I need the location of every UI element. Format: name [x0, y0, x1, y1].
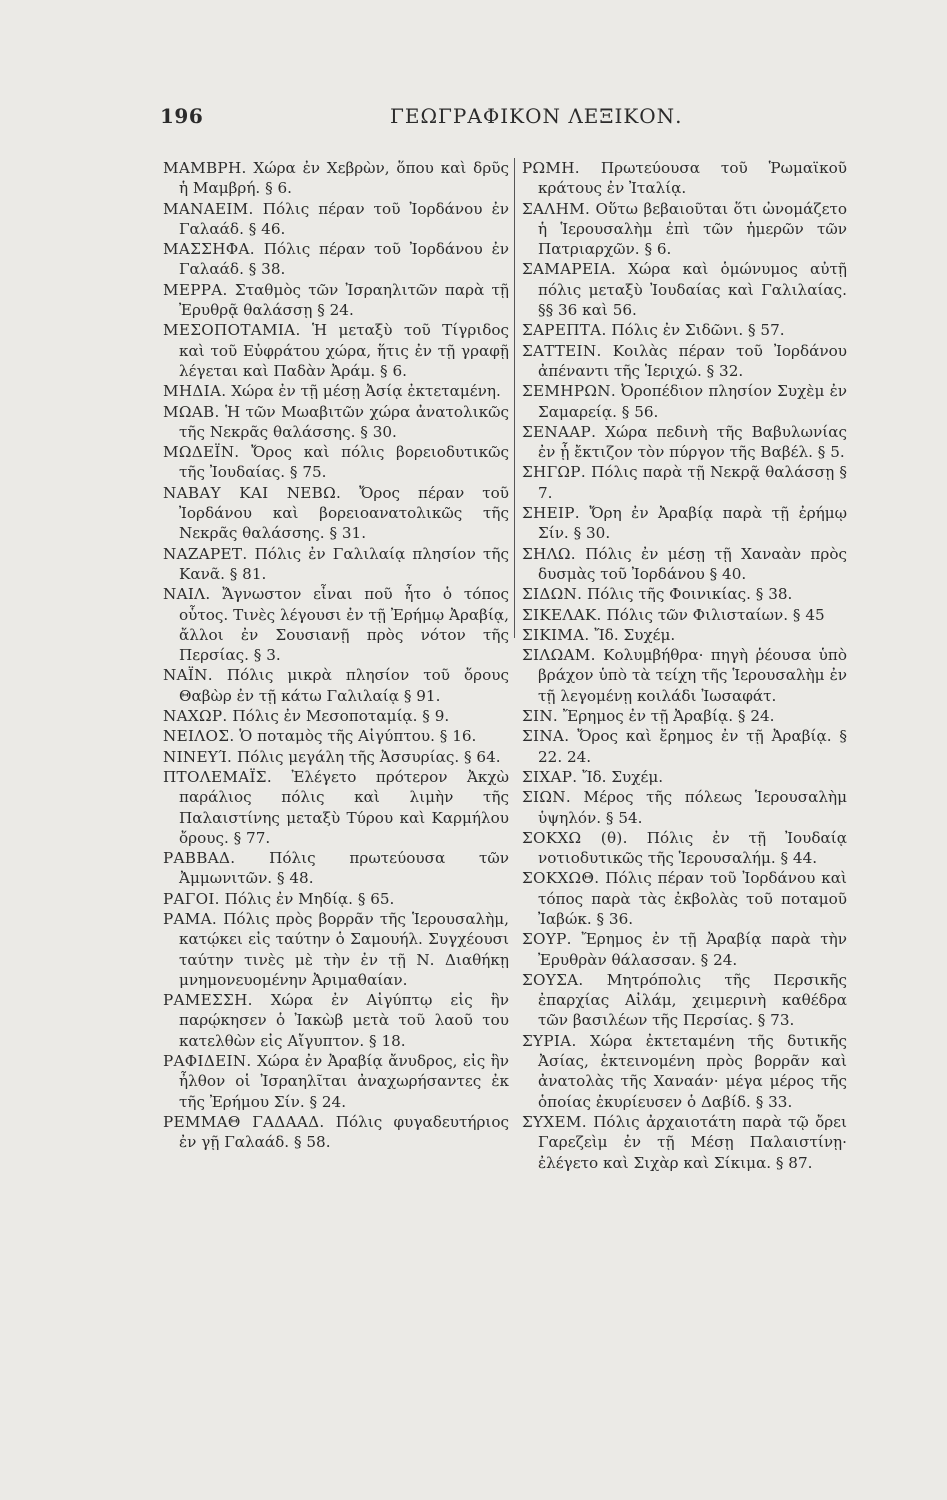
dictionary-entry [522, 929, 847, 970]
entry-definition: Πόλις πέραν τοῦ Ἰορδάνου ἐν Γαλαάδ. § 46. [179, 199, 509, 238]
dictionary-entry [522, 706, 847, 726]
entry-definition: Πρωτεύουσα τοῦ Ῥωμαϊκοῦ κράτους ἐν Ἰταλίᾳ. [538, 159, 848, 198]
entry-headword: ΜΕΣΟΠΟΤΑΜΙΑ. [163, 321, 301, 340]
entry-definition: Οὕτω βεβαιοῦται ὅτι ὠνομάζετο ἡ Ἱερουσαλὴμ ἐπὶ τῶν ἡμερῶν τῶν Πατριαρχῶν. § 6. [538, 199, 847, 259]
entry-definition: Ὄρος καὶ ἔρημος ἐν τῇ Ἀραβίᾳ. § 22. 24. [538, 727, 847, 766]
entry-headword: ΝΙΝΕΥΊ. [163, 747, 233, 766]
entry-headword: ΜΑΣΣΗΦΑ. [163, 240, 255, 259]
entry-headword: ΡΑΜΕΣΣΗ. [163, 991, 253, 1010]
entry-definition: Μέρος τῆς πόλεως Ἱερουσαλὴμ ὑψηλόν. § 54. [538, 788, 847, 827]
dictionary-entry [522, 158, 847, 199]
entry-headword: ΣΕΝΑΑΡ. [522, 422, 597, 441]
dictionary-entry [163, 280, 509, 321]
dictionary-entry [163, 199, 509, 240]
entry-headword: ΜΗΔΙΑ. [163, 382, 227, 401]
entry-definition: Ὄρος πέραν τοῦ Ἰορδάνου καὶ βορειοανατολικῶς τῆς Νεκρᾶς θαλάσσης. § 31. [179, 483, 510, 543]
entry-headword: ΣΗΓΩΡ. [522, 463, 586, 482]
entry-definition: Πόλις ἐν Μηδίᾳ. § 65. [224, 889, 395, 908]
entry-definition: Ἡ τῶν Μωαβιτῶν χώρα ἀνατολικῶς τῆς Νεκρᾶς θαλάσσης. § 30. [179, 402, 509, 441]
entry-headword: ΣΗΛΩ. [522, 544, 576, 563]
dictionary-entry [522, 828, 847, 869]
entry-definition: Ἴδ. Συχέμ. [594, 625, 676, 644]
entry-headword: ΜΩΔΕΪΝ. [163, 443, 240, 462]
entry-definition: Ἐλέγετο πρότερον Ἀκχὼ παράλιος πόλις καὶ λιμὴν τῆς Παλαιστίνης μεταξὺ Τύρου καὶ Καρμήλου ὄρους. § 77. [179, 767, 509, 847]
entry-definition: Χώρα ἐν Ἀραβίᾳ ἄνυδρος, εἰς ἣν ἦλθον οἱ Ἰσραηλῖται ἀναχωρήσαντες ἐκ τῆς Ἐρήμου Σίν. § 24. [179, 1052, 510, 1111]
dictionary-entry [522, 787, 847, 828]
entry-definition: Πόλις πέραν τοῦ Ἰορδάνου καὶ τόπος παρὰ τὰς ἐκβολὰς τοῦ ποταμοῦ Ἰαβώκ. § 36. [538, 869, 847, 928]
entry-headword: ΝΕΙΛΟΣ. [163, 727, 235, 746]
entry-definition: Ὄρη ἐν Ἀραβίᾳ παρὰ τῇ ἐρήμῳ Σίν. § 30. [538, 504, 848, 543]
dictionary-entry [163, 402, 509, 443]
entry-headword: ΝΑΙΛ. [163, 585, 211, 604]
entry-definition: Χώρα καὶ ὁμώνυμος αὐτῇ πόλις μεταξὺ Ἰουδαίας καὶ Γαλιλαίας. §§ 36 καὶ 56. [538, 260, 847, 320]
entry-definition: Μητρόπολις τῆς Περσικῆς ἐπαρχίας Αἰλάμ, χειμερινὴ καθέδρα τῶν βασιλέων τῆς Περσίας. § 73. [538, 970, 848, 1030]
dictionary-entry [522, 259, 847, 320]
dictionary-entry [522, 726, 847, 767]
right-column [522, 158, 847, 1173]
entry-definition: Πόλις ἐν Γαλιλαίᾳ πλησίον τῆς Κανᾶ. § 81. [179, 544, 510, 583]
entry-definition: Πόλις φυγαδευτήριος ἐν γῇ Γαλαάδ. § 58. [179, 1112, 510, 1152]
entry-headword: ΣΥΡΙΑ. [522, 1031, 577, 1050]
entry-headword: ΣΟΥΣΑ. [522, 970, 584, 989]
running-title: ΓΕΩΓΡΑΦΙΚΟΝ ΛΕΞΙΚΟΝ. [390, 104, 683, 128]
entry-headword: ΣΙΝ. [522, 707, 559, 726]
page-number: 196 [160, 104, 204, 128]
entry-definition: Πόλις ἐν τῇ Ἰουδαίᾳ νοτιοδυτικῶς τῆς Ἱερουσαλήμ. § 44. [538, 828, 848, 868]
dictionary-entry [163, 990, 509, 1051]
entry-headword: ΜΩΑΒ. [163, 402, 220, 421]
dictionary-entry [522, 381, 847, 422]
dictionary-entry [163, 1112, 509, 1153]
entry-definition: Ἔρημος ἐν τῇ Ἀραβίᾳ. § 24. [562, 707, 775, 726]
dictionary-entry [522, 625, 847, 645]
entry-definition: Πόλις ἐν Μεσοποταμίᾳ. § 9. [232, 707, 450, 726]
entry-definition: Σταθμὸς τῶν Ἰσραηλιτῶν παρὰ τῇ Ἐρυθρᾷ θαλάσσῃ § 24. [179, 280, 509, 320]
dictionary-entry [522, 605, 847, 625]
dictionary-entry [163, 909, 509, 990]
entry-headword: ΣΟΚΧΩΘ. [522, 869, 600, 888]
entry-headword: ΣΕΜΗΡΩΝ. [522, 382, 616, 401]
dictionary-entry [522, 1031, 847, 1112]
entry-headword: ΣΙΔΩΝ. [522, 585, 583, 604]
entry-headword: ΣΙΚΙΜΑ. [522, 625, 590, 644]
entry-headword: ΜΕΡΡΑ. [163, 280, 228, 299]
entry-headword: ΣΟΚΧΩ (θ). [522, 828, 628, 847]
entry-headword: ΣΑΜΑΡΕΙΑ. [522, 260, 617, 279]
entry-headword: ΣΙΛΩΑΜ. [522, 646, 596, 665]
left-column [163, 158, 509, 1153]
page-header [160, 104, 810, 134]
entry-headword: ΣΙΧΑΡ. [522, 767, 578, 786]
entry-headword: ΡΑΜΑ. [163, 909, 218, 928]
dictionary-entry [522, 584, 847, 604]
entry-headword: ΣΑΡΕΠΤΑ. [522, 321, 607, 340]
dictionary-entry [163, 158, 509, 199]
dictionary-entry [163, 747, 509, 767]
entry-headword: ΣΙΩΝ. [522, 788, 571, 807]
dictionary-entry [522, 645, 847, 706]
dictionary-entry [163, 442, 509, 483]
entry-headword: ΣΑΛΗΜ. [522, 199, 591, 218]
column-divider [514, 158, 515, 638]
entry-definition: Πόλις πέραν τοῦ Ἰορδάνου ἐν Γαλαάδ. § 38. [179, 240, 509, 279]
dictionary-entry [163, 381, 509, 401]
entry-definition: Πόλις ἀρχαιοτάτη παρὰ τῷ ὄρει Γαρεζεὶμ ἐν τῇ Μέσῃ Παλαιστίνῃ· ἐλέγετο καὶ Σιχὰρ καὶ Σίκιμα. § 87. [538, 1112, 848, 1172]
dictionary-entry [522, 422, 847, 463]
entry-definition: Ἄγνωστον εἶναι ποῦ ἦτο ὁ τόπος οὗτος. Τινὲς λέγουσι ἐν τῇ Ἐρήμῳ Ἀραβίᾳ, ἄλλοι ἐν Σουσιανῇ πρὸς νότον τῆς Περσίας. § 3. [179, 585, 509, 665]
dictionary-entry [163, 239, 509, 280]
entry-definition: Ἡ μεταξὺ τοῦ Τίγριδος καὶ τοῦ Εὐφράτου χώρα, ἥτις ἐν τῇ γραφῇ λέγεται καὶ Παδὰν Ἀράμ. § 6. [179, 321, 509, 380]
entry-definition: Χώρα ἐν Αἰγύπτῳ εἰς ἣν παρῴκησεν ὁ Ἰακὼβ μετὰ τοῦ λαοῦ του κατελθὼν εἰς Αἴγυπτον. § 18. [179, 991, 509, 1050]
entry-definition: Ὀροπέδιον πλησίον Συχὲμ ἐν Σαμαρείᾳ. § 56. [538, 382, 848, 421]
entry-headword: ΡΕΜΜΑΘ ΓΑΔΑΑΔ. [163, 1112, 325, 1131]
entry-definition: Πόλις μεγάλη τῆς Ἀσσυρίας. § 64. [236, 747, 501, 766]
dictionary-entry [163, 483, 509, 544]
entry-headword: ΣΙΝΑ. [522, 727, 570, 746]
entry-headword: ΝΑΪΝ. [163, 666, 213, 685]
entry-headword: ΣΙΚΕΛΑΚ. [522, 605, 602, 624]
entry-headword: ΡΑΓΟΙ. [163, 889, 220, 908]
dictionary-entry [163, 584, 509, 665]
dictionary-entry [163, 848, 509, 889]
entry-definition: Πόλις μικρὰ πλησίον τοῦ ὄρους Θαβὼρ ἐν τῇ κάτω Γαλιλαίᾳ § 91. [179, 666, 509, 705]
dictionary-entry [522, 767, 847, 787]
entry-headword: ΡΑΦΙΔΕΙΝ. [163, 1052, 252, 1071]
entry-definition: Πόλις ἐν μέσῃ τῇ Χαναὰν πρὸς δυσμὰς τοῦ Ἰορδάνου § 40. [538, 544, 847, 583]
entry-headword: ΝΑΒΑΥ ΚΑΙ ΝΕΒΩ. [163, 483, 342, 502]
entry-definition: Χώρα ἐν τῇ μέσῃ Ἀσίᾳ ἐκτεταμένη. [231, 382, 501, 401]
dictionary-entry [522, 341, 847, 382]
entry-headword: ΣΑΤΤΕΙΝ. [522, 341, 602, 360]
entry-definition: Πόλις πρωτεύουσα τῶν Ἀμμωνιτῶν. § 48. [179, 849, 509, 888]
dictionary-entry [163, 1051, 509, 1112]
entry-headword: ΜΑΜΒΡΗ. [163, 159, 247, 177]
dictionary-entry [163, 544, 509, 585]
dictionary-entry [522, 1112, 847, 1173]
dictionary-entry [163, 726, 509, 746]
entry-definition: Χώρα πεδινὴ τῆς Βαβυλωνίας ἐν ᾗ ἔκτιζον τὸν πύργον τῆς Βαβέλ. § 5. [538, 422, 847, 462]
dictionary-entry [163, 320, 509, 381]
entry-headword: ΝΑΧΩΡ. [163, 707, 228, 726]
entry-definition: Πόλις τῶν Φιλισταίων. § 45 [606, 605, 825, 624]
dictionary-entry [522, 868, 847, 929]
dictionary-entry [163, 767, 509, 848]
dictionary-entry [522, 320, 847, 340]
entry-headword: ΜΑΝΑΕΙΜ. [163, 199, 254, 218]
entry-definition: Ἔρημος ἐν τῇ Ἀραβίᾳ παρὰ τὴν Ἐρυθρὰν θάλασσαν. § 24. [538, 930, 848, 969]
entry-definition: Ὄρος καὶ πόλις βορειοδυτικῶς τῆς Ἰουδαίας. § 75. [179, 443, 509, 482]
dictionary-entry [163, 889, 509, 909]
entry-definition: Πόλις παρὰ τῇ Νεκρᾷ θαλάσσῃ § 7. [538, 463, 847, 502]
dictionary-entry [522, 503, 847, 544]
dictionary-entry [522, 199, 847, 260]
entry-headword: ΣΟΥΡ. [522, 930, 572, 949]
dictionary-entry [522, 970, 847, 1031]
entry-headword: ΝΑΖΑΡΕΤ. [163, 544, 248, 563]
entry-definition: Πόλις τῆς Φοινικίας. § 38. [587, 585, 793, 604]
entry-definition: Κολυμβήθρα· πηγὴ ῥέουσα ὑπὸ βράχον ὑπὸ τὰ τείχη τῆς Ἱερουσαλὴμ ἐν τῇ λεγομένῃ κοιλάδι Ἰωσαφάτ. [538, 646, 848, 705]
entry-definition: Χώρα ἐκτεταμένη τῆς δυτικῆς Ἀσίας, ἐκτεινομένη πρὸς βορρᾶν καὶ ἀνατολὰς τῆς Χαναάν· μέγα μέρος τῆς ὁποίας ἐκυρίευσεν ὁ Δαβίδ. § 33. [538, 1031, 847, 1111]
dictionary-entry [522, 544, 847, 585]
dictionary-entry [163, 706, 509, 726]
entry-definition: Ὁ ποταμὸς τῆς Αἰγύπτου. § 16. [239, 727, 477, 746]
entry-definition: Πόλις πρὸς βορρᾶν τῆς Ἱερουσαλὴμ, κατῴκει εἰς ταύτην ὁ Σαμουήλ. Συγχέουσι ταύτην τινὲς μὲ τὴν ἐν τῇ Ν. Διαθήκῃ μνημονευομένην Ἀριμαθαίαν. [179, 909, 510, 989]
entry-headword: ΡΩΜΗ. [522, 159, 580, 177]
entry-headword: ΠΤΟΛΕΜΑΪΣ. [163, 767, 272, 786]
entry-headword: ΡΑΒΒΑΔ. [163, 849, 236, 868]
entry-headword: ΣΥΧΕΜ. [522, 1112, 587, 1131]
entry-definition: Ἴδ. Συχέμ. [582, 767, 664, 786]
entry-definition: Χώρα ἐν Χεβρὼν, ὅπου καὶ δρῦς ἡ Μαμβρή. § 6. [179, 159, 509, 198]
dictionary-entry [522, 462, 847, 503]
entry-definition: Πόλις ἐν Σιδῶνι. § 57. [611, 321, 785, 340]
entry-headword: ΣΗΕΙΡ. [522, 504, 580, 523]
dictionary-entry [163, 665, 509, 706]
entry-definition: Κοιλὰς πέραν τοῦ Ἰορδάνου ἀπέναντι τῆς Ἱεριχώ. § 32. [538, 341, 847, 380]
